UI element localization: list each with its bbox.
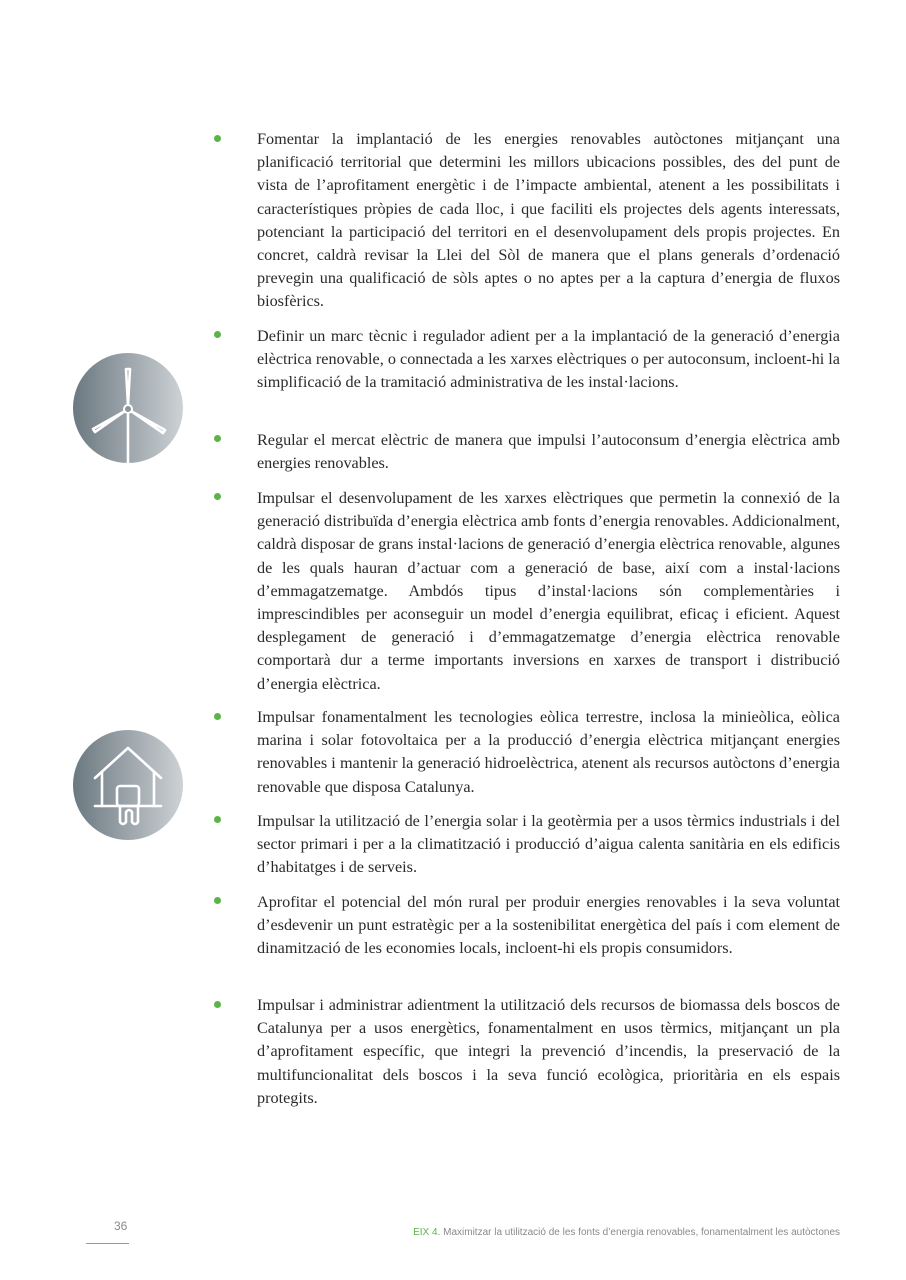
wind-turbine-icon bbox=[73, 353, 183, 463]
list-item: Impulsar la utilització de l’energia solar i la geotèrmia per a usos tèrmics industrials i del sector primari i per a la climatització i producció d’aigua calenta sanitària en els edificis d’habitatges i de serveis. bbox=[257, 812, 840, 877]
bullet-dot bbox=[214, 435, 221, 442]
bullet-dot bbox=[214, 135, 221, 142]
list-item: Aprofitar el potencial del món rural per produir energies renovables i la seva voluntat d’esdevenir un punt estratègic per a la sostenibilitat energètica del país i com element de dinamització de les economies locals, incloent-hi els propis consumidors. bbox=[257, 893, 840, 958]
list-item: Regular el mercat elèctric de manera que impulsi l’autoconsum d’energia elèctrica amb energies renovables. bbox=[257, 431, 840, 473]
page-number: 36 bbox=[114, 1219, 128, 1233]
bullet-dot bbox=[214, 493, 221, 500]
list-item: Fomentar la implantació de les energies renovables autòctones mitjançant una planificació territorial que determini les millors ubicacions possibles, des del punt de vista de l’aprofitament energètic i de l’impacte ambiental, atenent a les possibilitats i característiques pròpies de cada lloc, i que faciliti els projectes dels agents interessats, potenciant la participació del territori en el desenvolupament dels propis projectes. En concret, caldrà revisar la Llei del Sòl de manera que el plans generals d’ordenació prevegin una qualificació de sòls aptes o no aptes per a la captura d’energia de fluxos biosfèrics. bbox=[257, 130, 840, 311]
house-energy-icon bbox=[73, 730, 183, 840]
bullet-dot bbox=[214, 897, 221, 904]
bullet-dot bbox=[214, 1001, 221, 1008]
list-item: Impulsar el desenvolupament de les xarxes elèctriques que permetin la connexió de la generació distribuïda d’energia elèctrica amb fonts d’energia renovables. Addicionalment, caldrà disposar de grans instal·lacions de generació d’energia elèctrica renovable, algunes de les quals hauran d’actuar com a generació de base, així com a instal·lacions d’emmagatzematge. Ambdós tipus d’instal·lacions són complementàries i imprescindibles per aconseguir un model d’energia equilibrat, eficaç i eficient. Aquest desplegament de generació i d’emmagatzematge d’energia elèctrica renovable comportarà dur a terme importants inversions en xarxes de transport i distribució d’energia elèctrica. bbox=[257, 489, 840, 693]
bullet-dot bbox=[214, 331, 221, 338]
bullet-dot bbox=[214, 713, 221, 720]
footer-divider bbox=[86, 1243, 129, 1244]
list-item: Impulsar i administrar adientment la utilització dels recursos de biomassa dels boscos de Catalunya per a usos energètics, fonamentalment en usos tèrmics, mitjançant un pla d’aprofitament específic, que integri la prevenció d’incendis, la preservació de la multifuncionalitat dels boscos i la seva funció ecològica, prioritària en els espais protegits. bbox=[257, 996, 840, 1107]
list-item: Definir un marc tècnic i regulador adient per a la implantació de la generació d’energia elèctrica renovable, o connectada a les xarxes elèctriques o per autoconsum, incloent-hi la simplificació de la tramitació administrativa de les instal·lacions. bbox=[257, 327, 840, 392]
list-item: Impulsar fonamentalment les tecnologies eòlica terrestre, inclosa la minieòlica, eòlica marina i solar fotovoltaica per a la producció d’energia elèctrica mitjançant energies renovables i mantenir la generació hidroelèctrica, atenent als recursos autòctons d’energia renovable que disposa Catalunya. bbox=[257, 708, 840, 796]
footer-section-title: Maximitzar la utilització de les fonts d’energia renovables, fonamentalment les autòctones bbox=[443, 1227, 840, 1238]
running-footer bbox=[413, 1227, 840, 1238]
footer-axis-label: EIX 4. bbox=[413, 1227, 441, 1238]
bullet-dot bbox=[214, 816, 221, 823]
